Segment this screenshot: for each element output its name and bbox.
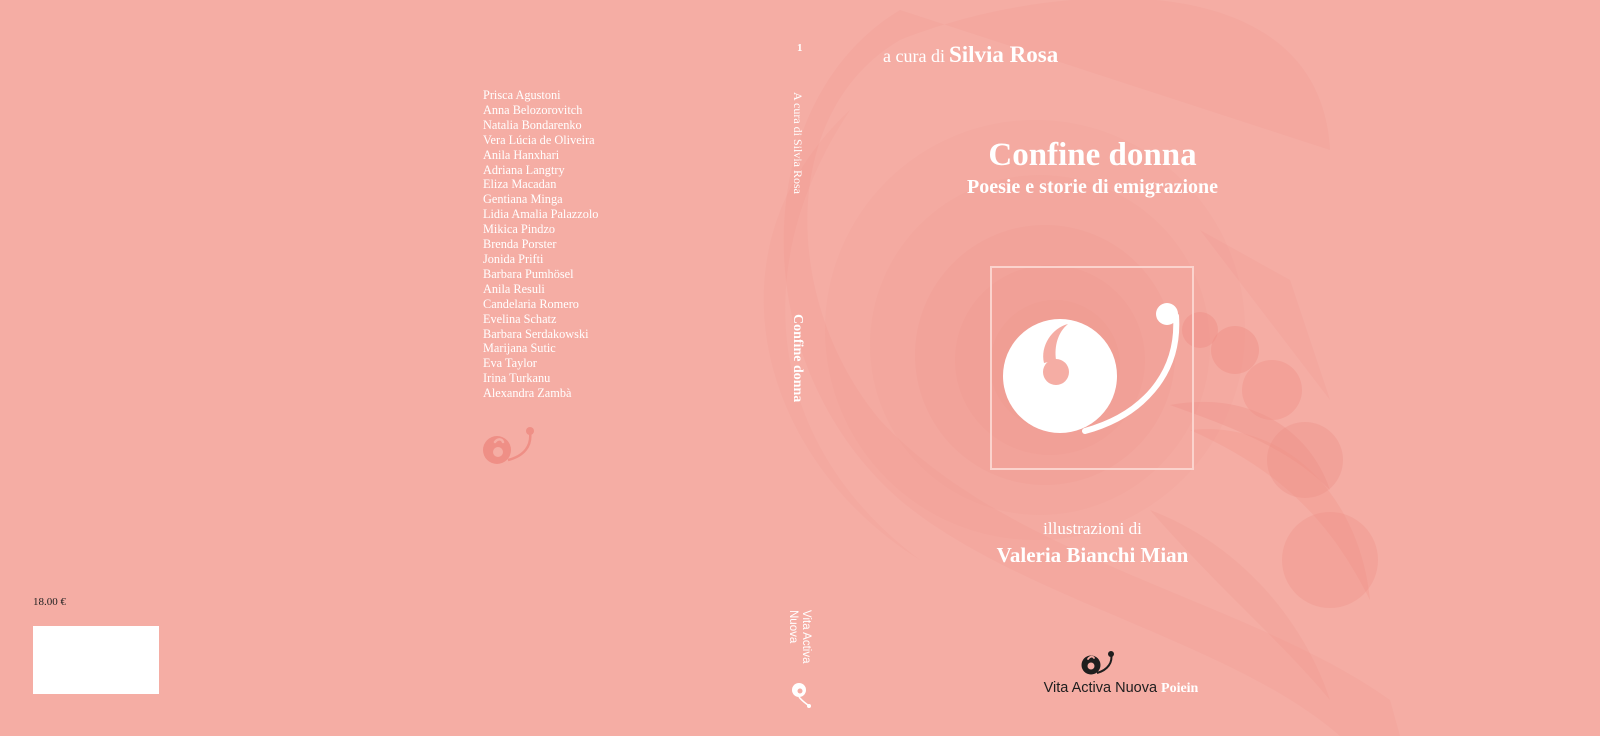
author-name: Irina Turkanu xyxy=(483,371,551,386)
illustrator-block xyxy=(930,518,1255,570)
illustrator-name: Valeria Bianchi Mian xyxy=(996,543,1189,567)
author-name: Mikica Pindzo xyxy=(483,222,556,237)
imprint-label: Poiein xyxy=(1161,681,1199,696)
author-name: Lidia Amalia Palazzolo xyxy=(483,207,599,222)
author-name: Eva Taylor xyxy=(483,356,537,371)
author-name: Marijana Sutic xyxy=(483,341,556,356)
author-name: Eliza Macadan xyxy=(483,177,557,192)
author-name: Barbara Pumhösel xyxy=(483,266,574,281)
author-name: Anila Hanxhari xyxy=(483,147,560,162)
cover-emblem xyxy=(990,266,1194,470)
front-editor xyxy=(883,42,1058,68)
author-name: Natalia Bondarenko xyxy=(483,117,582,132)
author-list xyxy=(483,88,598,401)
spine-publisher-line1: Vita Activa xyxy=(800,610,812,664)
snail-swirl-icon xyxy=(1080,650,1116,676)
author-name: Gentiana Minga xyxy=(483,192,563,207)
snail-swirl-icon xyxy=(482,426,538,466)
author-name: Adriana Langtry xyxy=(483,162,565,177)
author-name: Evelina Schatz xyxy=(483,311,557,326)
barcode-box xyxy=(33,626,159,694)
snail-swirl-icon xyxy=(791,680,812,708)
spine-editor: A cura di Silvia Rosa xyxy=(791,92,805,194)
author-name: Alexandra Zambà xyxy=(483,386,572,401)
author-name: Vera Lúcia de Oliveira xyxy=(483,132,595,147)
author-name: Jonida Prifti xyxy=(483,251,544,266)
spine-title: Confine donna xyxy=(790,314,805,403)
book-subtitle: Poesie e storie di emigrazione xyxy=(966,176,1219,198)
price-label: 18.00 € xyxy=(33,596,66,608)
editor-prefix: a cura di xyxy=(883,46,945,66)
publisher-label: Vita Activa Nuova xyxy=(1043,680,1158,696)
author-name: Anna Belozorovitch xyxy=(483,102,583,117)
editor-name: Silvia Rosa xyxy=(948,42,1059,67)
publisher-name xyxy=(1030,679,1212,697)
book-title: Confine donna xyxy=(988,137,1197,173)
spine-publisher-line2: Nuova xyxy=(787,610,799,644)
spine-publisher xyxy=(786,610,812,664)
illustrator-prefix: illustrazioni di xyxy=(1043,519,1142,538)
title-block xyxy=(910,135,1275,199)
author-name: Candelaria Romero xyxy=(483,296,579,311)
author-name: Anila Resuli xyxy=(483,281,545,296)
series-number: 1 xyxy=(797,42,803,54)
author-name: Barbara Serdakowski xyxy=(483,326,589,341)
author-name: Prisca Agustoni xyxy=(483,88,561,102)
author-name: Brenda Porster xyxy=(483,237,557,252)
